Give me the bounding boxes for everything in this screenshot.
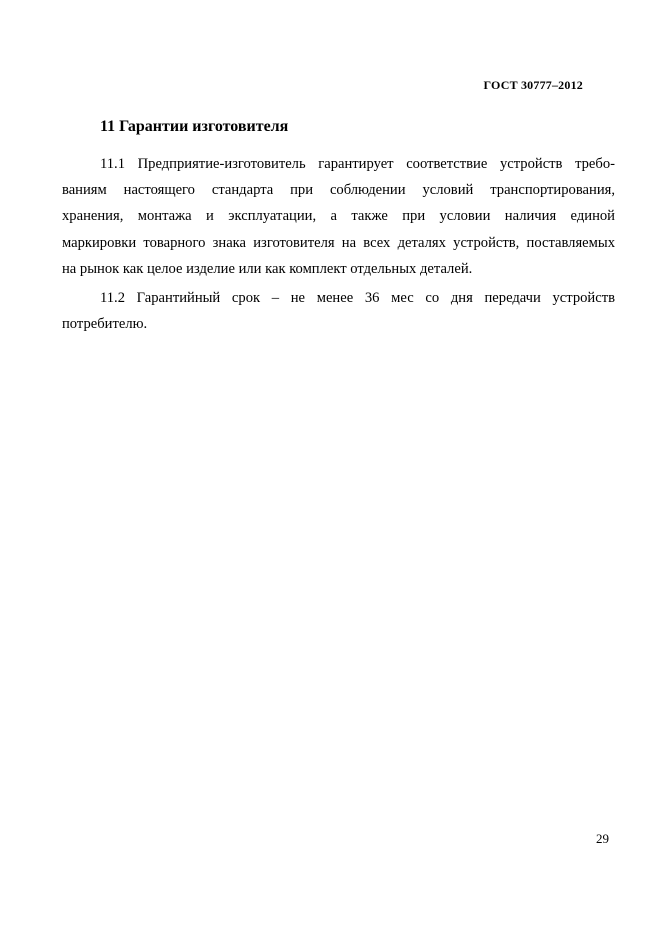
paragraph-line: хранения, монтажа и эксплуатации, а также при условии наличия единой bbox=[62, 208, 615, 225]
paragraph-line: на рынок как целое изделие или как комплект отдельных деталей. bbox=[62, 260, 473, 277]
paragraph-line: маркировки товарного знака изготовителя на всех деталях устройств, поставляемых bbox=[62, 234, 615, 251]
document-code: ГОСТ 30777–2012 bbox=[483, 78, 583, 92]
paragraph-line: ваниям настоящего стандарта при соблюдении условий транспортирования, bbox=[62, 182, 615, 199]
paragraph-11-1 bbox=[62, 151, 615, 282]
paragraph-line: потребителю. bbox=[62, 316, 148, 333]
section-title: 11 Гарантии изготовителя bbox=[100, 118, 289, 135]
paragraph-line: 11.2 Гарантийный срок – не менее 36 мес со дня передачи устройств bbox=[100, 290, 615, 306]
page-number: 29 bbox=[596, 831, 609, 846]
paragraph-11-2 bbox=[62, 285, 615, 337]
paragraph-line: 11.1 Предприятие-изготовитель гарантирует соответствие устройств требо- bbox=[100, 156, 615, 172]
